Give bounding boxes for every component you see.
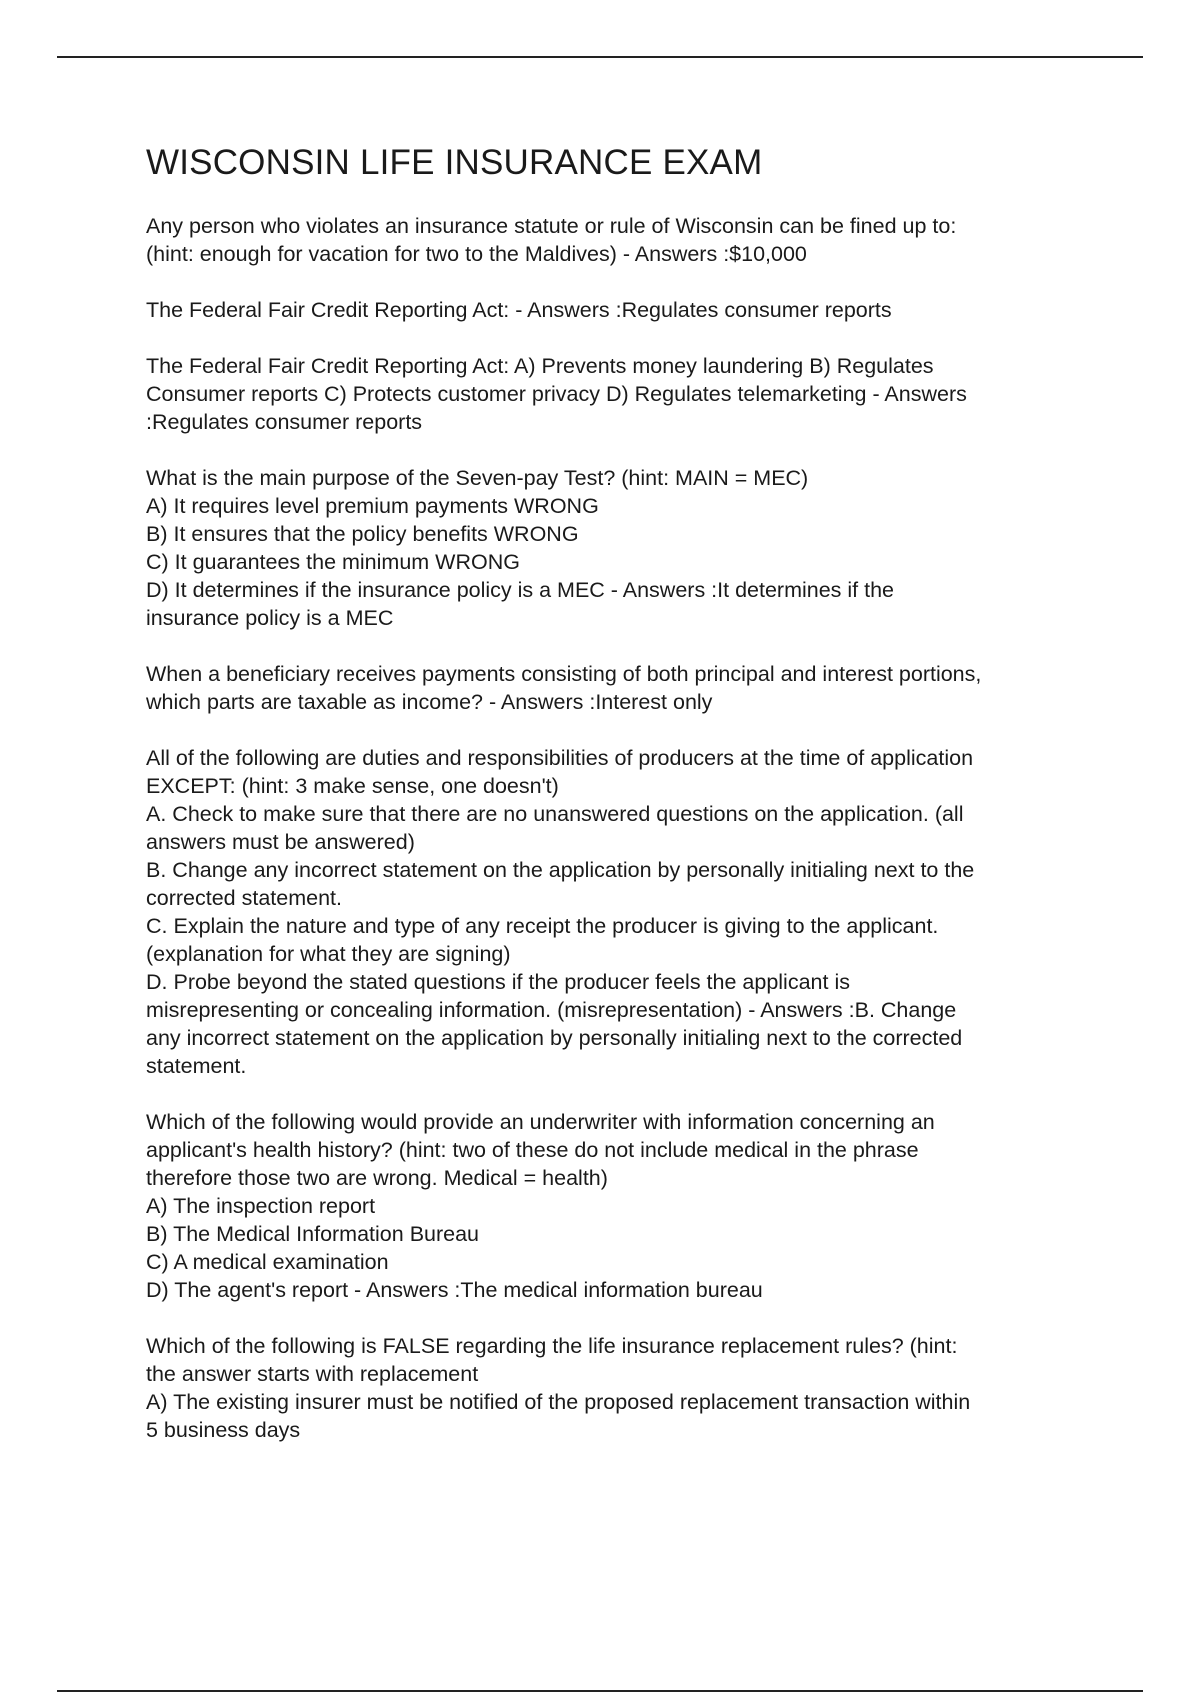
text-line: 5 business days (146, 1418, 301, 1442)
question-list (146, 212, 1096, 1444)
text-line: B. Change any incorrect statement on the application by personally initialing next to the (146, 858, 975, 882)
text-line: The Federal Fair Credit Reporting Act: - Answers :Regulates consumer reports (146, 298, 892, 322)
text-line: A) The inspection report (146, 1194, 376, 1218)
question-block (146, 744, 1096, 1080)
text-line: Which of the following is FALSE regarding the life insurance replacement rules? (hint: (146, 1334, 958, 1358)
text-line: corrected statement. (146, 886, 342, 910)
text-line: B) The Medical Information Bureau (146, 1222, 480, 1246)
question-block (146, 660, 1096, 716)
text-line: When a beneficiary receives payments consisting of both principal and interest portions, (146, 662, 982, 686)
text-line: EXCEPT: (hint: 3 make sense, one doesn't) (146, 774, 559, 798)
text-line: D) The agent's report - Answers :The medical information bureau (146, 1278, 763, 1302)
text-line: C) It guarantees the minimum WRONG (146, 550, 520, 574)
text-line: (hint: enough for vacation for two to the Maldives) - Answers :$10,000 (146, 242, 807, 266)
text-line: D) It determines if the insurance policy is a MEC - Answers :It determines if the (146, 578, 895, 602)
text-line: misrepresenting or concealing information. (misrepresentation) - Answers :B. Change (146, 998, 957, 1022)
text-line: Which of the following would provide an underwriter with information concerning an (146, 1110, 935, 1134)
text-line: What is the main purpose of the Seven-pay Test? (hint: MAIN = MEC) (146, 466, 809, 490)
text-line: D. Probe beyond the stated questions if the producer feels the applicant is (146, 970, 850, 994)
header-rule (57, 56, 1143, 58)
text-line: applicant's health history? (hint: two of these do not include medical in the phrase (146, 1138, 919, 1162)
text-line: A) The existing insurer must be notified of the proposed replacement transaction within (146, 1390, 971, 1414)
text-line: C) A medical examination (146, 1250, 389, 1274)
question-block (146, 1108, 1096, 1304)
text-line: any incorrect statement on the application by personally initialing next to the corrected (146, 1026, 963, 1050)
text-line: Any person who violates an insurance statute or rule of Wisconsin can be fined up to: (146, 214, 957, 238)
text-line: insurance policy is a MEC (146, 606, 394, 630)
text-line: B) It ensures that the policy benefits WRONG (146, 522, 579, 546)
text-line: A. Check to make sure that there are no unanswered questions on the application. (all (146, 802, 964, 826)
text-line: The Federal Fair Credit Reporting Act: A) Prevents money laundering B) Regulates (146, 354, 934, 378)
text-line: answers must be answered) (146, 830, 415, 854)
text-line: Consumer reports C) Protects customer privacy D) Regulates telemarketing - Answers (146, 382, 967, 406)
footer-rule (57, 1690, 1143, 1692)
text-line: C. Explain the nature and type of any receipt the producer is giving to the applicant. (146, 914, 939, 938)
text-line: the answer starts with replacement (146, 1362, 479, 1386)
question-block (146, 296, 1096, 324)
question-block (146, 1332, 1096, 1444)
question-block (146, 464, 1096, 632)
question-block (146, 352, 1096, 436)
text-line: (explanation for what they are signing) (146, 942, 511, 966)
text-line: which parts are taxable as income? - Answers :Interest only (146, 690, 713, 714)
text-line: All of the following are duties and responsibilities of producers at the time of application (146, 746, 974, 770)
text-line: therefore those two are wrong. Medical = health) (146, 1166, 608, 1190)
text-line: :Regulates consumer reports (146, 410, 423, 434)
document-title: WISCONSIN LIFE INSURANCE EXAM (146, 143, 763, 182)
document-body (146, 140, 1096, 1472)
text-line: statement. (146, 1054, 247, 1078)
text-line: A) It requires level premium payments WRONG (146, 494, 599, 518)
question-block (146, 212, 1096, 268)
